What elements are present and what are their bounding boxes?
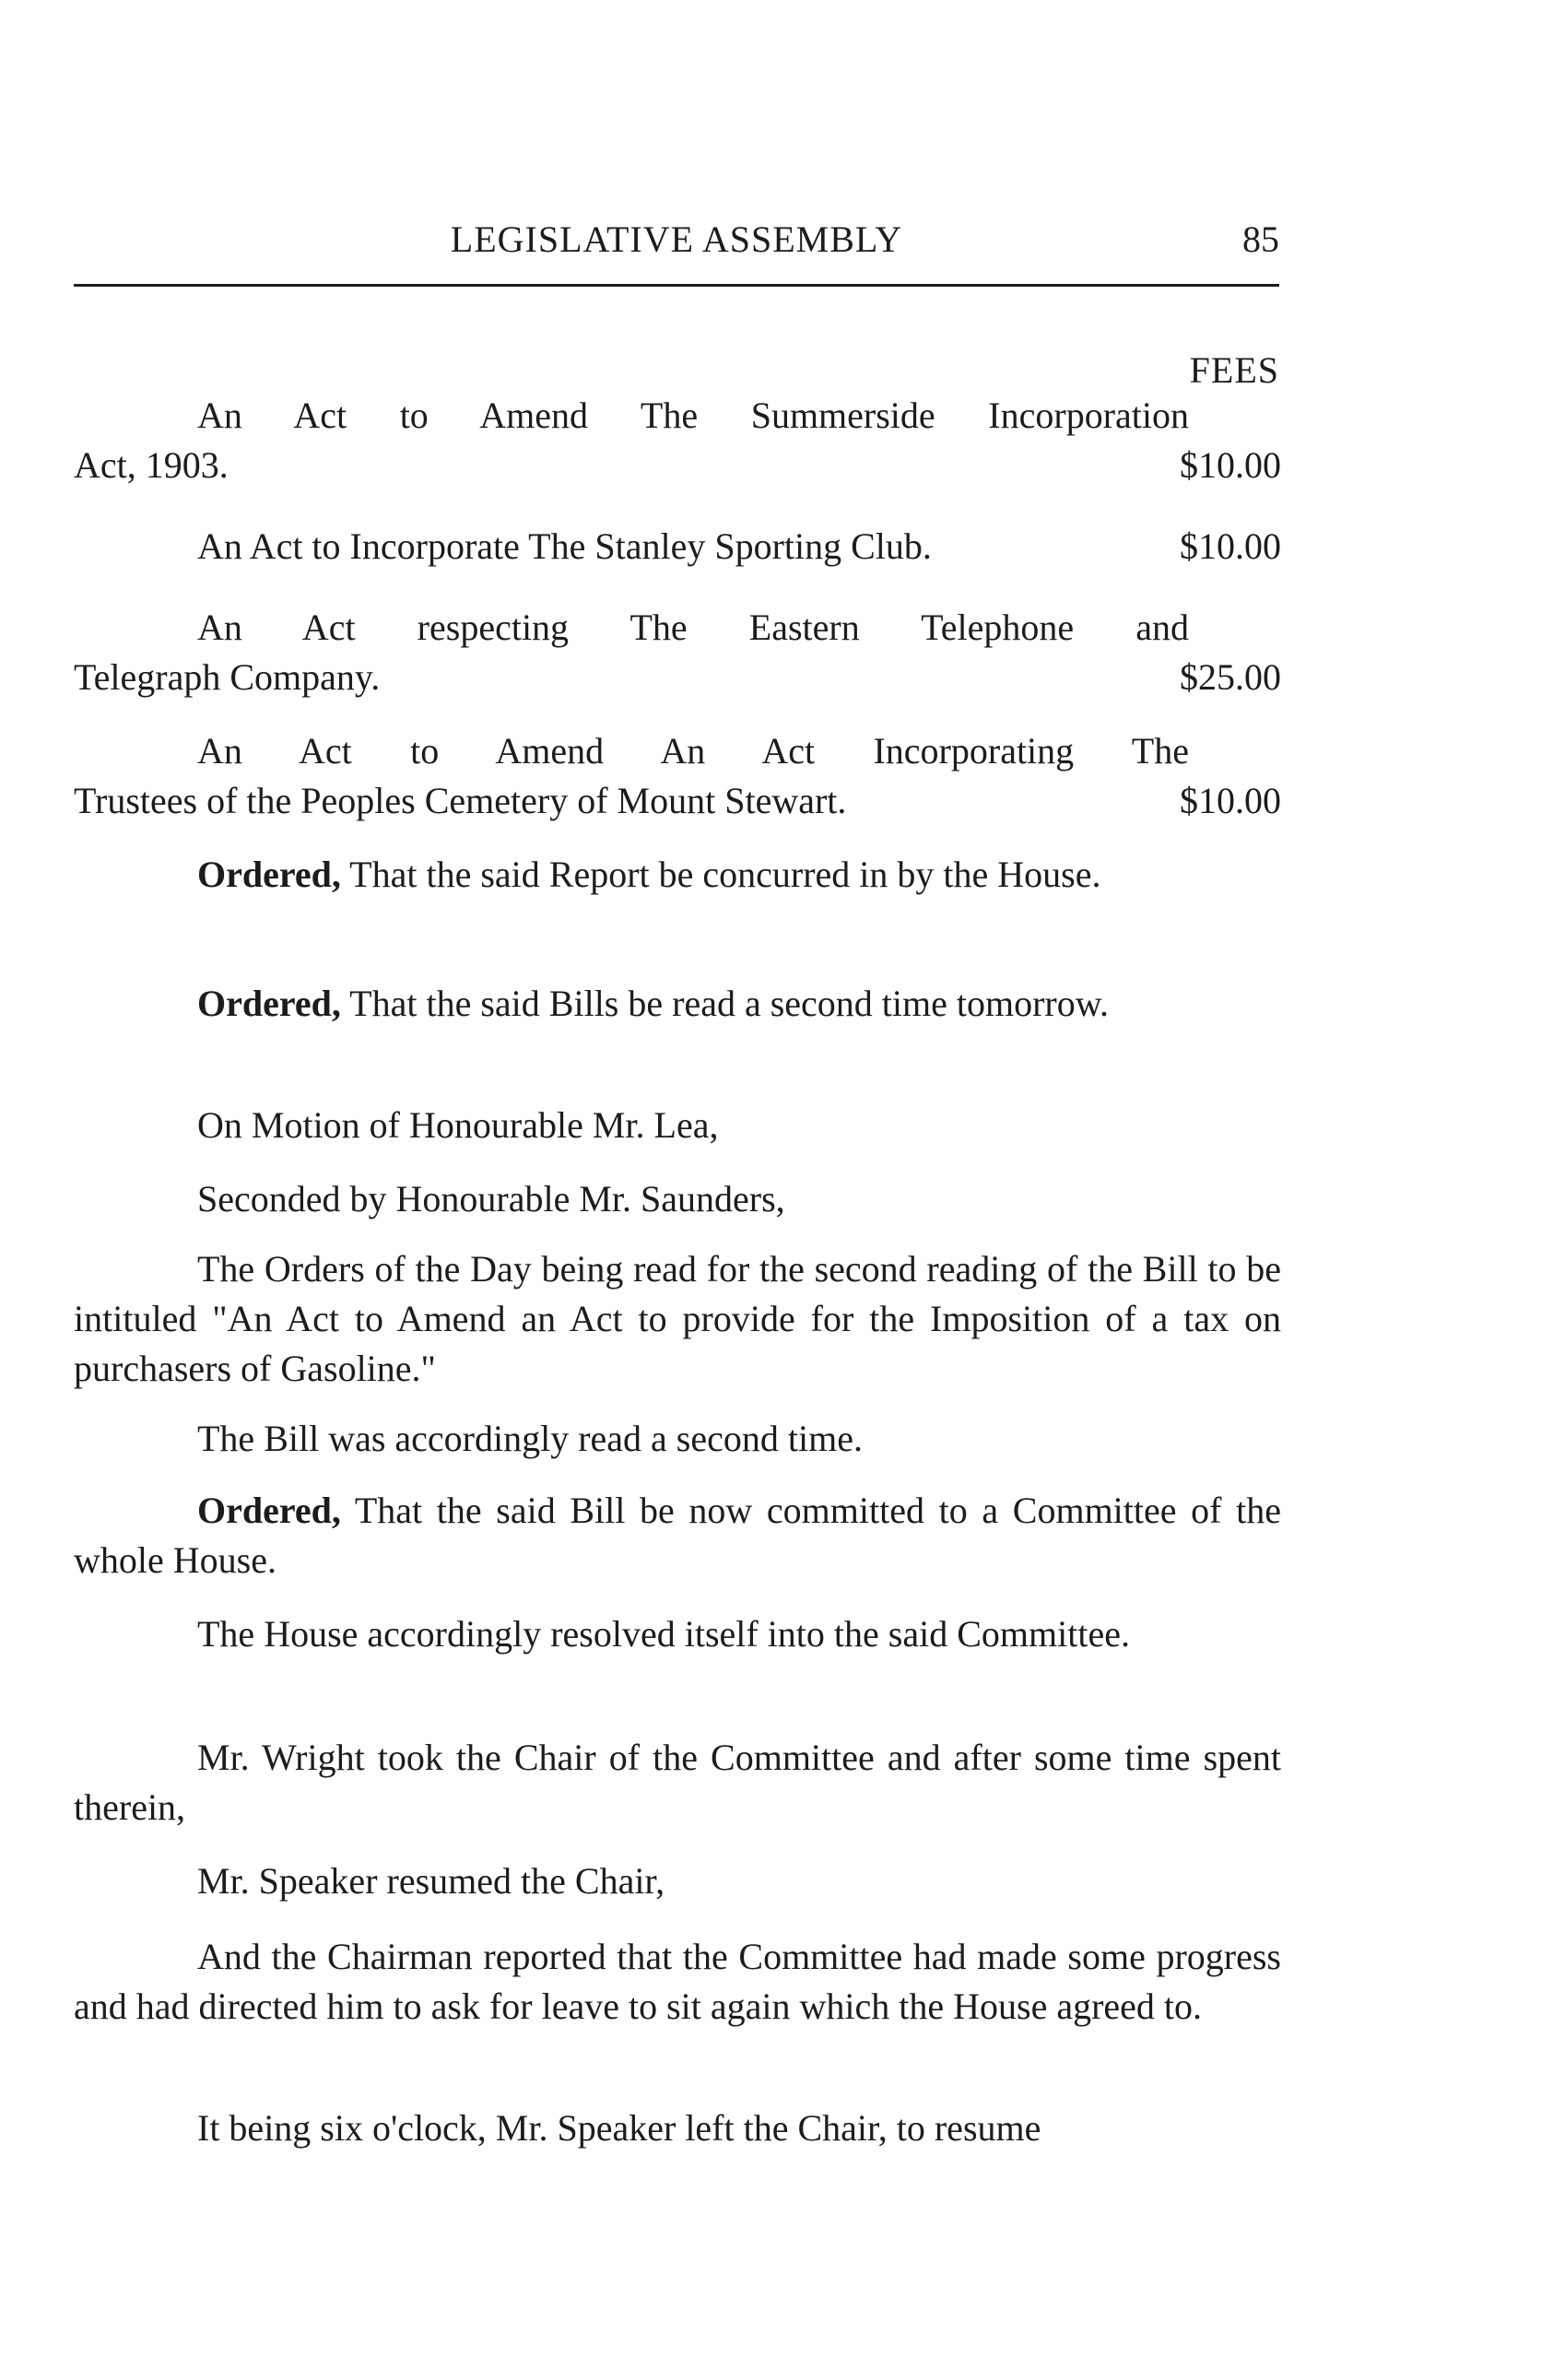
act-entry-1-line1: An Act to Amend The Summerside Incorporation (197, 395, 1189, 436)
paragraph-bill-committed (74, 1486, 1281, 1585)
paragraph-bill-read: The Bill was accordingly read a second time. (197, 1418, 863, 1459)
act-entry-4-line1: An Act to Amend An Act Incorporating The (197, 730, 1189, 772)
paragraph-six-oclock: It being six o'clock, Mr. Speaker left the Chair, to resume (197, 2107, 1041, 2149)
act-entry-3-line1: An Act respecting The Eastern Telephone and (197, 607, 1189, 648)
act-entry-4 (74, 726, 1281, 826)
paragraph-report-concurred (74, 850, 1281, 900)
ordered-label: Ordered, (197, 1490, 341, 1531)
act-entry-4-fee: $10.00 (1180, 780, 1281, 821)
act-entry-1 (74, 391, 1281, 490)
paragraph-text: That the said Report be concurred in by the House. (340, 854, 1101, 895)
running-title: LEGISLATIVE ASSEMBLY (450, 218, 903, 260)
ordered-label: Ordered, (197, 854, 341, 895)
act-entry-3-fee: $25.00 (1180, 656, 1281, 698)
ordered-label: Ordered, (197, 983, 341, 1024)
act-entry-3 (74, 603, 1281, 702)
act-entry-1-line2 (74, 441, 1281, 490)
paragraph-chairman-reported: And the Chairman reported that the Committee had made some progress and had directed him to ask for leave to sit again which the House agreed to. (74, 1936, 1281, 2027)
act-entry-2-line (74, 522, 1281, 571)
paragraph-seconded: Seconded by Honourable Mr. Saunders, (197, 1178, 785, 1219)
act-entry-4-line2-text: Trustees of the Peoples Cemetery of Mount Stewart. (74, 780, 847, 821)
paragraph-text: That the said Bill be now committed to a Committee of the whole House. (74, 1490, 1281, 1581)
act-entry-3-line2-text: Telegraph Company. (74, 656, 381, 698)
act-entry-1-fee: $10.00 (1180, 444, 1281, 486)
act-entry-4-line2 (74, 776, 1281, 826)
page-number: 85 (1242, 218, 1279, 260)
paragraph-bills-second-reading (74, 979, 1281, 1029)
paragraph-speaker-resumed: Mr. Speaker resumed the Chair, (197, 1860, 665, 1902)
paragraph-orders-of-the-day: The Orders of the Day being read for the second reading of the Bill to be intituled "An Act to Amend an Act to provide for the Imposition of a tax on purchasers of Gasoline." (74, 1248, 1281, 1389)
paragraph-text: That the said Bills be read a second time tomorrow. (340, 983, 1110, 1024)
paragraph-motion: On Motion of Honourable Mr. Lea, (197, 1104, 719, 1146)
fees-column-heading: FEES (1189, 349, 1279, 391)
act-entry-2-fee: $10.00 (1180, 525, 1281, 567)
act-entry-2 (74, 522, 1281, 571)
act-entry-2-text: An Act to Incorporate The Stanley Sporting Club. (197, 525, 932, 567)
act-entry-1-line2-text: Act, 1903. (74, 444, 229, 486)
paragraph-wright-chair: Mr. Wright took the Chair of the Committee and after some time spent therein, (74, 1737, 1281, 1828)
page-header (74, 218, 1279, 291)
act-entry-3-line2 (74, 653, 1281, 702)
header-rule (74, 284, 1279, 287)
paragraph-house-resolved: The House accordingly resolved itself into the said Committee. (197, 1613, 1130, 1655)
